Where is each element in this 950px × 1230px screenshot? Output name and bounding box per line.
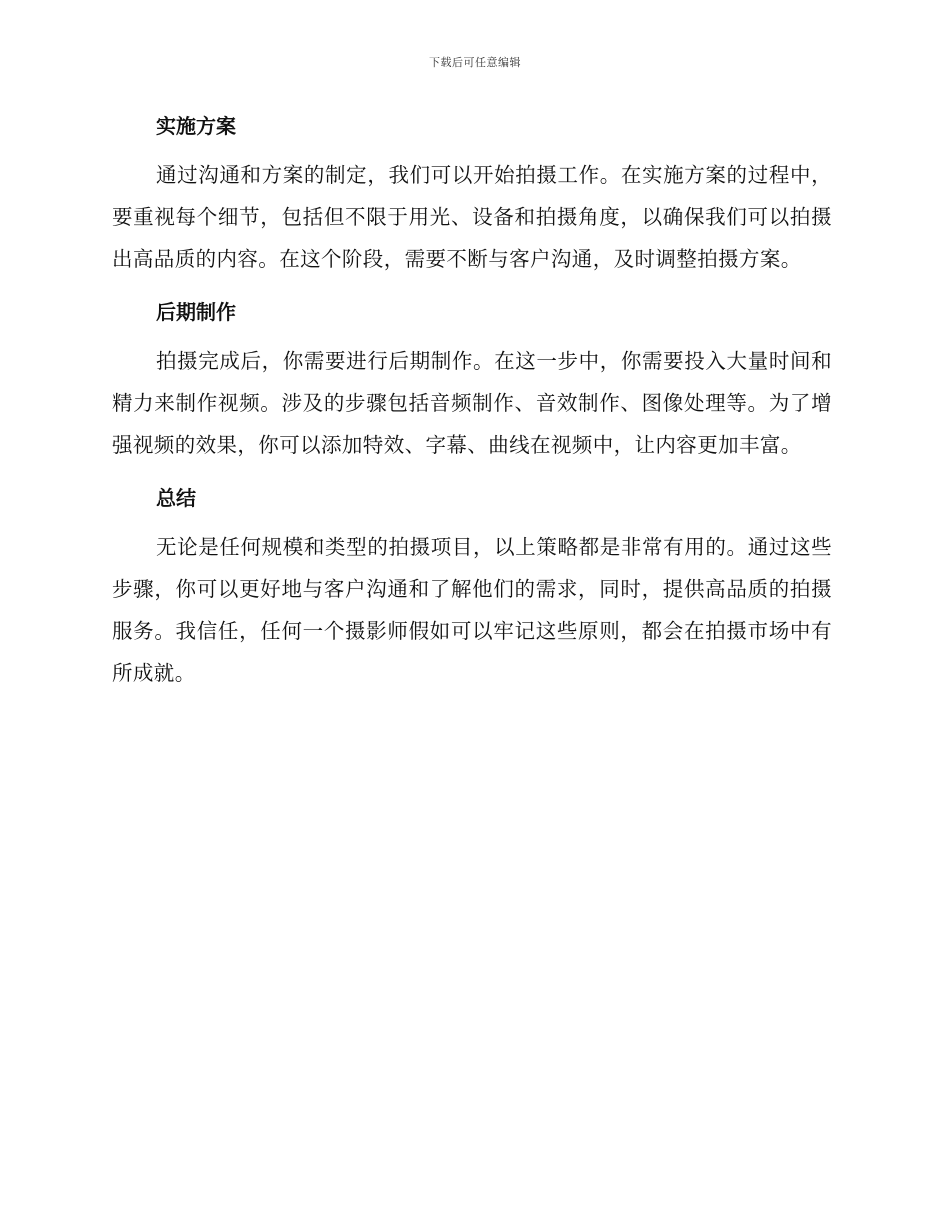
page-header: 下载后可任意编辑: [429, 56, 521, 69]
section-post-production: [112, 294, 832, 466]
section-paragraph: 拍摄完成后，你需要进行后期制作。在这一步中，你需要投入大量时间和精力来制作视频。涉及的步骤包括音频制作、音效制作、图像处理等。为了增强视频的效果，你可以添加特效、字幕、曲线在视频中，让内容更加丰富。: [112, 349, 832, 457]
section-summary: [112, 480, 832, 694]
section-paragraph: 通过沟通和方案的制定，我们可以开始拍摄工作。在实施方案的过程中，要重视每个细节，包括但不限于用光、设备和拍摄角度，以确保我们可以拍摄出高品质的内容。在这个阶段，需要不断与客户沟通，及时调整拍摄方案。: [112, 163, 832, 271]
section-heading: 后期制作: [156, 300, 236, 324]
section-paragraph: 无论是任何规模和类型的拍摄项目，以上策略都是非常有用的。通过这些步骤，你可以更好地与客户沟通和了解他们的需求，同时，提供高品质的拍摄服务。我信任，任何一个摄影师假如可以牢记这些原则，都会在拍摄市场中有所成就。: [112, 535, 832, 685]
section-heading: 总结: [156, 486, 196, 510]
document-content: [112, 108, 832, 708]
section-implementation: [112, 108, 832, 280]
section-heading: 实施方案: [156, 114, 236, 138]
